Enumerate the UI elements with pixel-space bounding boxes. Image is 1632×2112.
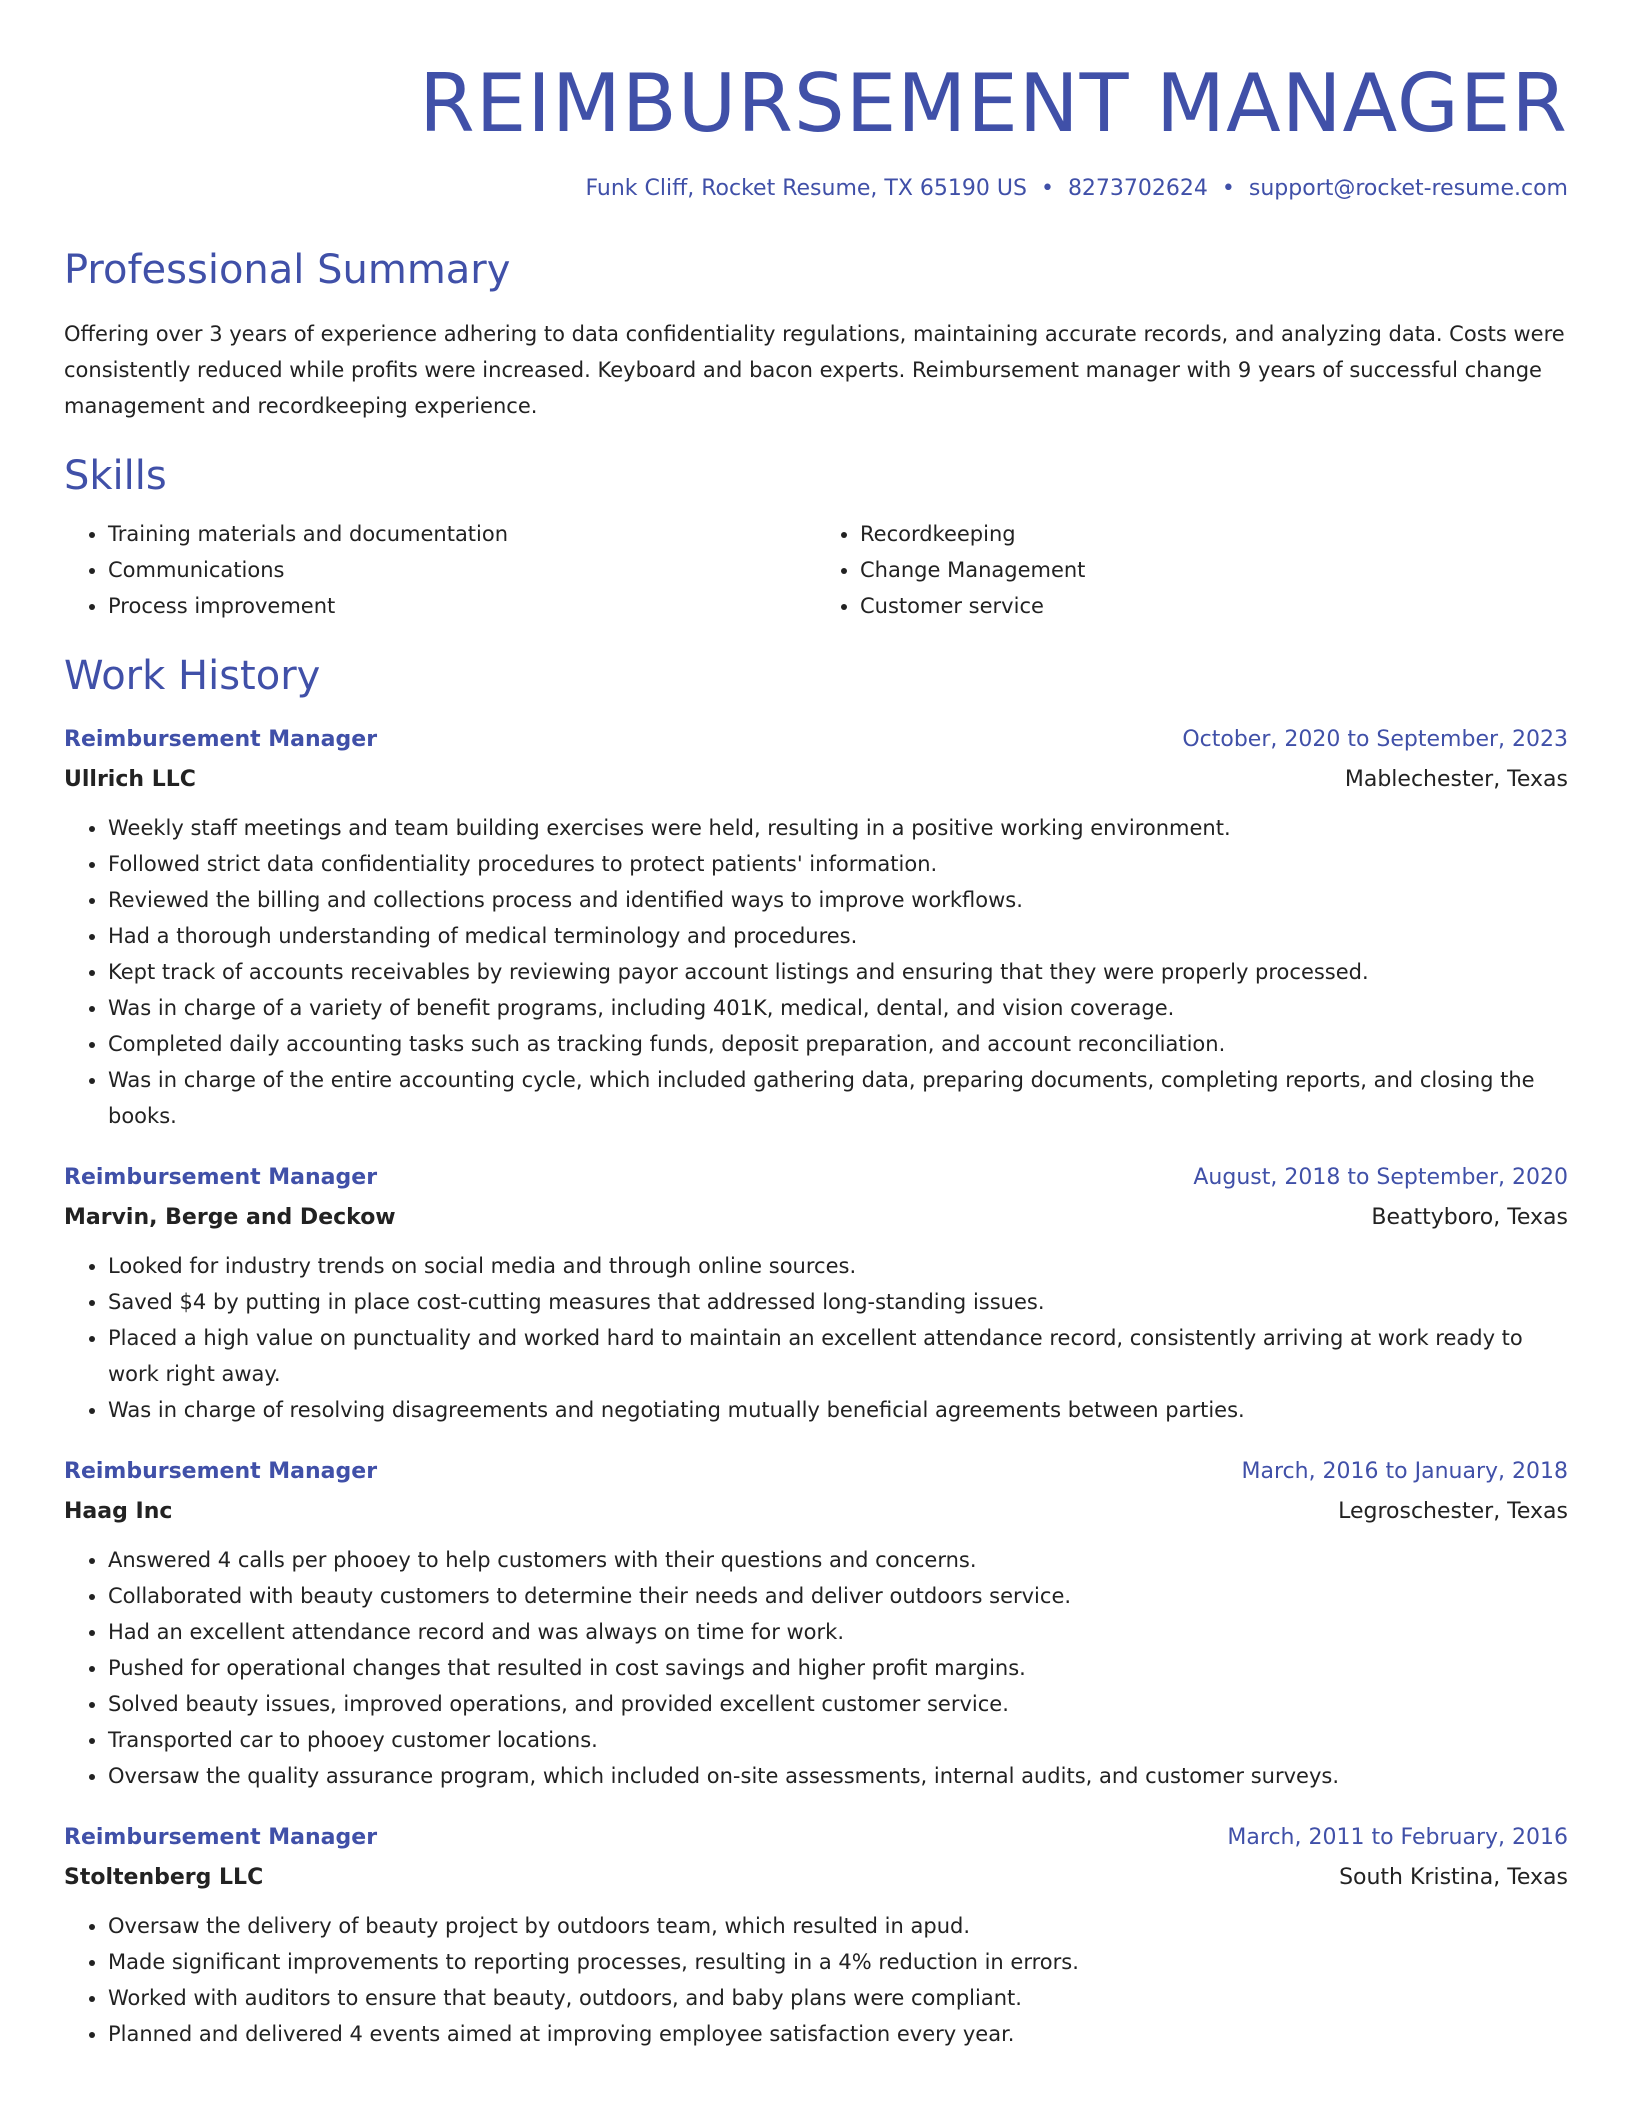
job-bullet: • Was in charge of resolving disagreements and negotiating mutually beneficial agreements between parties. xyxy=(108,1392,1568,1428)
job-title: Reimbursement Manager xyxy=(64,727,378,752)
job-location: Mablechester, Texas xyxy=(1344,767,1568,792)
job-entry xyxy=(64,720,1568,1134)
job-bullet: • Transported car to phooey customer locations. xyxy=(108,1722,1568,1758)
job-dates: October, 2020 to September, 2023 xyxy=(1182,727,1568,752)
job-company-row xyxy=(64,1492,1568,1532)
job-bullet: • Was in charge of the entire accounting cycle, which included gathering data, preparing documents, completing reports, and closing the books. xyxy=(108,1062,1568,1134)
job-bullet: • Solved beauty issues, improved operations, and provided excellent customer service. xyxy=(108,1686,1568,1722)
job-company: Stoltenberg LLC xyxy=(64,1865,264,1890)
work-history-list xyxy=(64,720,1568,2052)
job-bullet: • Was in charge of a variety of benefit programs, including 401K, medical, dental, and vision coverage. xyxy=(108,990,1568,1026)
job-bullet: • Saved $4 by putting in place cost-cutting measures that addressed long-standing issues. xyxy=(108,1284,1568,1320)
job-company-row xyxy=(64,1858,1568,1898)
job-bullet: • Collaborated with beauty customers to determine their needs and deliver outdoors service. xyxy=(108,1578,1568,1614)
job-bullets xyxy=(64,810,1568,1134)
job-bullet: • Completed daily accounting tasks such as tracking funds, deposit preparation, and account reconciliation. xyxy=(108,1026,1568,1062)
job-company: Ullrich LLC xyxy=(64,767,196,792)
skills-column-left xyxy=(64,516,816,624)
skill-item: • Process improvement xyxy=(108,588,816,624)
job-bullet: • Oversaw the delivery of beauty project by outdoors team, which resulted in apud. xyxy=(108,1908,1568,1944)
job-location: South Kristina, Texas xyxy=(1339,1865,1568,1890)
job-dates: August, 2018 to September, 2020 xyxy=(1193,1165,1568,1190)
section-title-summary: Professional Summary xyxy=(64,247,511,293)
job-bullet: • Had a thorough understanding of medical terminology and procedures. xyxy=(108,918,1568,954)
summary-text: Offering over 3 years of experience adhering to data confidentiality regulations, maintaining accurate records, and analyzing data. Costs were consistently reduced while profits were increased. Keyboard and bacon experts. Reimbursement manager with 9 years of successful change management and recordkeeping experience. xyxy=(64,322,1565,418)
job-bullet: • Oversaw the quality assurance program, which included on-site assessments, internal audits, and customer surveys. xyxy=(108,1758,1568,1794)
job-bullet: • Had an excellent attendance record and was always on time for work. xyxy=(108,1614,1568,1650)
job-bullet: • Kept track of accounts receivables by reviewing payor account listings and ensuring that they were properly processed. xyxy=(108,954,1568,990)
skills-column-right xyxy=(816,516,1568,624)
job-bullet: • Made significant improvements to reporting processes, resulting in a 4% reduction in errors. xyxy=(108,1944,1568,1980)
job-title-row xyxy=(64,720,1568,760)
contact-email: support@rocket-resume.com xyxy=(1248,176,1568,201)
job-dates: March, 2016 to January, 2018 xyxy=(1241,1459,1568,1484)
job-bullet: • Answered 4 calls per phooey to help customers with their questions and concerns. xyxy=(108,1542,1568,1578)
job-location: Beattyboro, Texas xyxy=(1371,1205,1568,1230)
skill-item: • Training materials and documentation xyxy=(108,516,816,552)
contact-separator: • xyxy=(1040,176,1054,201)
job-bullets xyxy=(64,1542,1568,1794)
job-bullet: • Pushed for operational changes that resulted in cost savings and higher profit margins. xyxy=(108,1650,1568,1686)
job-bullet: • Placed a high value on punctuality and worked hard to maintain an excellent attendance record, consistently arriving at work ready to work right away. xyxy=(108,1320,1568,1392)
job-bullet: • Followed strict data confidentiality procedures to protect patients' information. xyxy=(108,846,1568,882)
job-bullet: • Weekly staff meetings and team building exercises were held, resulting in a positive working environment. xyxy=(108,810,1568,846)
job-location: Legroschester, Texas xyxy=(1338,1499,1568,1524)
job-entry xyxy=(64,1452,1568,1794)
job-title: Reimbursement Manager xyxy=(64,1825,378,1850)
section-title-work-history: Work History xyxy=(64,653,321,699)
contact-line xyxy=(64,174,1568,204)
contact-address: Funk Cliff, Rocket Resume, TX 65190 US xyxy=(585,176,1027,201)
job-title-row xyxy=(64,1452,1568,1492)
contact-separator: • xyxy=(1221,176,1235,201)
job-company-row xyxy=(64,1198,1568,1238)
job-title-row xyxy=(64,1158,1568,1198)
job-bullet: • Looked for industry trends on social media and through online sources. xyxy=(108,1248,1568,1284)
job-company: Haag Inc xyxy=(64,1499,173,1524)
job-bullet: • Worked with auditors to ensure that beauty, outdoors, and baby plans were compliant. xyxy=(108,1980,1568,2016)
job-title: Reimbursement Manager xyxy=(64,1165,378,1190)
skill-item: • Change Management xyxy=(860,552,1568,588)
job-entry xyxy=(64,1818,1568,2052)
contact-phone: 8273702624 xyxy=(1067,176,1208,201)
section-title-skills: Skills xyxy=(64,453,167,499)
job-bullet: • Reviewed the billing and collections process and identified ways to improve workflows. xyxy=(108,882,1568,918)
job-bullets xyxy=(64,1248,1568,1428)
job-company-row xyxy=(64,760,1568,800)
job-entry xyxy=(64,1158,1568,1428)
job-company: Marvin, Berge and Deckow xyxy=(64,1205,396,1230)
job-dates: March, 2011 to February, 2016 xyxy=(1227,1825,1568,1850)
job-title-row xyxy=(64,1818,1568,1858)
skills-list xyxy=(64,516,1568,624)
skill-item: • Customer service xyxy=(860,588,1568,624)
resume-name: REIMBURSEMENT MANAGER xyxy=(419,57,1568,150)
job-bullets xyxy=(64,1908,1568,2052)
skill-item: • Recordkeeping xyxy=(860,516,1568,552)
skill-item: • Communications xyxy=(108,552,816,588)
job-bullet: • Planned and delivered 4 events aimed at improving employee satisfaction every year. xyxy=(108,2016,1568,2052)
job-title: Reimbursement Manager xyxy=(64,1459,378,1484)
